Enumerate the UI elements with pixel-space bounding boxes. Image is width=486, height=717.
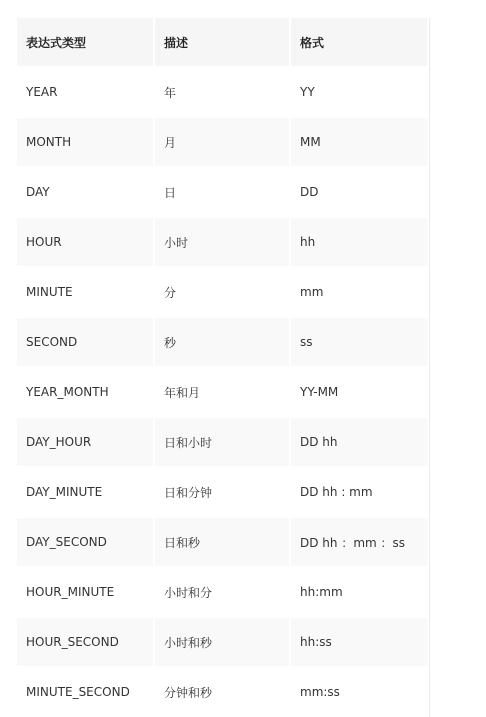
header-format: 格式 — [291, 18, 427, 66]
cell-description: 日和分钟 — [155, 468, 289, 516]
header-description: 描述 — [155, 18, 289, 66]
table-row — [17, 468, 427, 516]
table-container — [17, 18, 430, 717]
cell-expression-type: DAY — [17, 168, 153, 216]
cell-description: 小时和分 — [155, 568, 289, 616]
cell-description: 分钟和秒 — [155, 668, 289, 716]
table-row — [17, 68, 427, 116]
cell-expression-type: SECOND — [17, 318, 153, 366]
cell-expression-type: HOUR_SECOND — [17, 618, 153, 666]
cell-expression-type: HOUR_MINUTE — [17, 568, 153, 616]
cell-format: DD hh : mm — [291, 468, 427, 516]
cell-format: DD hh ：mm ：ss — [291, 518, 427, 566]
table-row — [17, 418, 427, 466]
cell-format: hh:ss — [291, 618, 427, 666]
cell-description: 年和月 — [155, 368, 289, 416]
cell-format: hh:mm — [291, 568, 427, 616]
cell-format: DD — [291, 168, 427, 216]
table-row — [17, 618, 427, 666]
cell-expression-type: DAY_HOUR — [17, 418, 153, 466]
cell-expression-type: MONTH — [17, 118, 153, 166]
cell-description: 日 — [155, 168, 289, 216]
cell-format: MM — [291, 118, 427, 166]
cell-description: 年 — [155, 68, 289, 116]
table-body — [17, 68, 427, 716]
cell-description: 小时 — [155, 218, 289, 266]
cell-expression-type: YEAR_MONTH — [17, 368, 153, 416]
cell-format: YY-MM — [291, 368, 427, 416]
cell-expression-type: HOUR — [17, 218, 153, 266]
cell-description: 月 — [155, 118, 289, 166]
cell-expression-type: YEAR — [17, 68, 153, 116]
cell-expression-type: DAY_SECOND — [17, 518, 153, 566]
table-row — [17, 118, 427, 166]
header-expression-type: 表达式类型 — [17, 18, 153, 66]
table-row — [17, 218, 427, 266]
cell-description: 秒 — [155, 318, 289, 366]
table-row — [17, 318, 427, 366]
table-row — [17, 568, 427, 616]
cell-format: DD hh — [291, 418, 427, 466]
cell-description: 小时和秒 — [155, 618, 289, 666]
cell-format: ss — [291, 318, 427, 366]
cell-format: mm:ss — [291, 668, 427, 716]
table-row — [17, 518, 427, 566]
header-row — [17, 18, 427, 66]
table-row — [17, 268, 427, 316]
table-row — [17, 668, 427, 716]
table-row — [17, 368, 427, 416]
cell-expression-type: MINUTE — [17, 268, 153, 316]
cell-description: 分 — [155, 268, 289, 316]
table-header — [17, 18, 427, 66]
cell-format: hh — [291, 218, 427, 266]
cell-expression-type: MINUTE_SECOND — [17, 668, 153, 716]
cell-description: 日和秒 — [155, 518, 289, 566]
interval-type-table — [17, 18, 429, 717]
cell-expression-type: DAY_MINUTE — [17, 468, 153, 516]
cell-description: 日和小时 — [155, 418, 289, 466]
cell-format: YY — [291, 68, 427, 116]
table-row — [17, 168, 427, 216]
cell-format: mm — [291, 268, 427, 316]
